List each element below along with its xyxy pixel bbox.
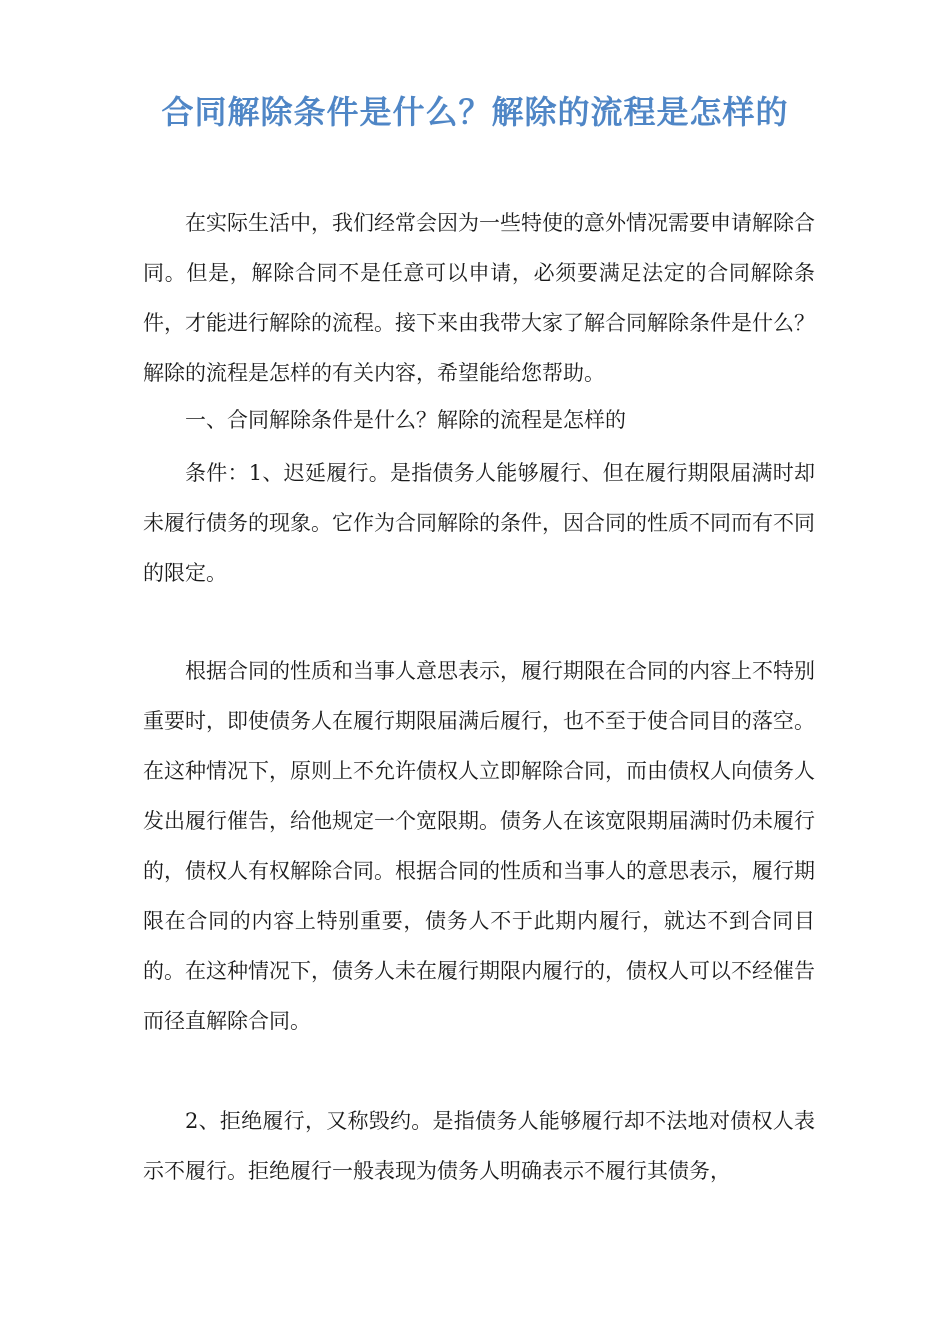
paragraph-condition-2: 2、拒绝履行，又称毁约。是指债务人能够履行却不法地对债权人表示不履行。拒绝履行一般表现为债务人明确表示不履行其债务， xyxy=(143,1109,815,1183)
section-heading: 一、合同解除条件是什么？解除的流程是怎样的 xyxy=(185,408,626,432)
paragraph-condition-1-detail: 根据合同的性质和当事人意思表示，履行期限在合同的内容上不特别重要时，即使债务人在履行期限届满后履行，也不至于使合同目的落空。在这种情况下，原则上不允许债权人立即解除合同，而由债权人向债务人发出履行催告，给他规定一个宽限期。债务人在该宽限期届满时仍未履行的，债权人有权解除合同。根据合同的性质和当事人的意思表示，履行期限在合同的内容上特别重要，债务人不于此期内履行，就达不到合同目的。在这种情况下，债务人未在履行期限内履行的，债权人可以不经催告而径直解除合同。 xyxy=(143,659,815,1033)
paragraph-intro: 在实际生活中，我们经常会因为一些特使的意外情况需要申请解除合同。但是，解除合同不是任意可以申请，必须要满足法定的合同解除条件，才能进行解除的流程。接下来由我带大家了解合同解除条件是什么？解除的流程是怎样的有关内容，希望能给您帮助。 xyxy=(143,211,815,385)
document-title: 合同解除条件是什么？解除的流程是怎样的 xyxy=(161,93,789,131)
paragraph-condition-1: 条件：1、迟延履行。是指债务人能够履行、但在履行期限届满时却未履行债务的现象。它作为合同解除的条件，因合同的性质不同而有不同的限定。 xyxy=(143,461,815,585)
